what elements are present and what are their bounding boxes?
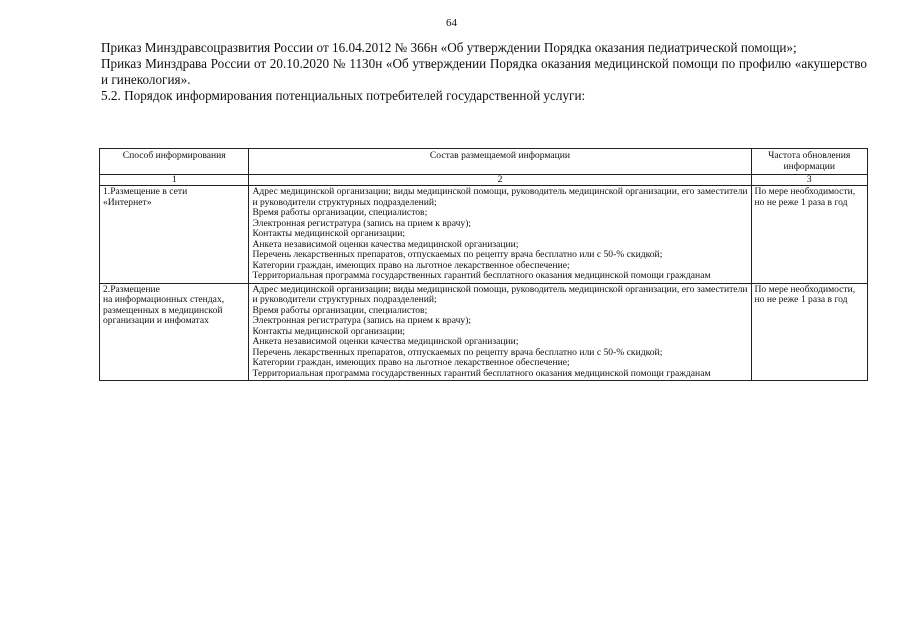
column-number-1: 1: [100, 175, 249, 186]
header-method: Способ информирования: [100, 149, 249, 175]
content-line: Контакты медицинской организации;: [252, 228, 406, 239]
content-line: Категории граждан, имеющих право на льготное лекарственное обеспечение;: [252, 259, 570, 271]
content-line: Электронная регистратура (запись на прием к врачу);: [252, 315, 472, 326]
content-line: Перечень лекарственных препаратов, отпускаемых по рецепту врача бесплатно или с 50-% скидкой;: [252, 346, 663, 358]
frequency-cell: По мере необходимости, но не реже 1 раза в год: [751, 186, 868, 284]
content-line: Категории граждан, имеющих право на льготное лекарственное обеспечение;: [252, 357, 570, 368]
column-number-3: 3: [751, 175, 868, 186]
information-table: [99, 148, 868, 381]
content-cell: [249, 186, 751, 284]
table-row: [100, 186, 868, 284]
content-line: Анкета независимой оценки качества медицинской организации;: [252, 336, 519, 347]
column-number-2: 2: [249, 175, 751, 186]
header-frequency: Частота обновления информации: [751, 149, 868, 175]
table-number-row: [100, 175, 868, 186]
content-line: Территориальная программа государственных гарантий бесплатного оказания медицинской помощи гражданам: [252, 270, 711, 281]
section-heading: 5.2. Порядок информирования потенциальных потребителей государственной услуги:: [101, 88, 586, 103]
frequency-cell: По мере необходимости, но не реже 1 раза в год: [751, 283, 868, 381]
content-line: Адрес медицинской организации; виды медицинской помощи, руководитель медицинской организации, его заместители и руководители структурных подразделений;: [252, 186, 748, 208]
content-line: Адрес медицинской организации; виды медицинской помощи, руководитель медицинской организации, его заместители и руководители структурных подразделений;: [252, 283, 748, 305]
method-cell: 2.Размещение на информационных стендах, размещенных в медицинской организации и инфоматах: [100, 283, 249, 381]
content-cell: [249, 283, 751, 381]
content-line: Перечень лекарственных препаратов, отпускаемых по рецепту врача бесплатно или с 50-% скидкой;: [252, 249, 663, 260]
order-paragraph-1: Приказ Минздравсоцразвития России от 16.04.2012 № 366н «Об утверждении Порядка оказания педиатрической помощи»;: [101, 40, 797, 55]
order-paragraph-2: Приказ Минздрава России от 20.10.2020 № 1130н «Об утверждении Порядка оказания медицинской помощи по профилю «акушерство и гинекология».: [101, 56, 867, 87]
table-header-row: [100, 149, 868, 175]
content-line: Электронная регистратура (запись на прием к врачу);: [252, 217, 472, 229]
page-number: 64: [446, 17, 457, 29]
header-content: Состав размещаемой информации: [249, 149, 751, 175]
content-line: Контакты медицинской организации;: [252, 325, 406, 337]
table-row: [100, 283, 868, 381]
content-line: Анкета независимой оценки качества медицинской организации;: [252, 238, 519, 250]
intro-text: [101, 40, 867, 104]
content-line: Территориальная программа государственных гарантий бесплатного оказания медицинской помощи гражданам: [252, 367, 711, 379]
content-line: Время работы организации, специалистов;: [252, 304, 428, 316]
method-cell: 1.Размещение в сети «Интернет»: [100, 186, 249, 284]
content-line: Время работы организации, специалистов;: [252, 207, 428, 218]
